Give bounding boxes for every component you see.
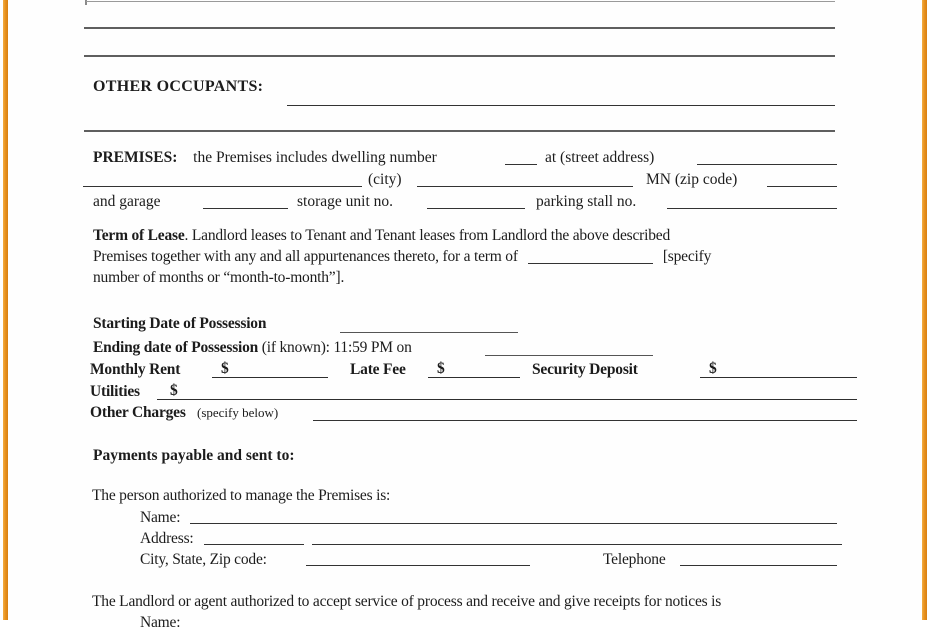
utilities-blank	[157, 382, 857, 400]
ending-date-rest: (if known): 11:59 PM on	[261, 339, 412, 356]
premises-intro-text: the Premises includes dwelling number	[193, 149, 437, 166]
other-occupants-blank	[287, 105, 835, 106]
service-name-label: Name:	[140, 614, 181, 631]
zip-blank	[767, 186, 837, 187]
storage-label: storage unit no.	[297, 193, 393, 210]
parking-label: parking stall no.	[536, 193, 637, 210]
ending-date-row	[93, 339, 412, 357]
rule-top	[86, 1, 835, 2]
left-border-stripe	[3, 0, 8, 620]
late-fee-label: Late Fee	[350, 361, 406, 378]
manager-city-blank	[306, 565, 530, 566]
manager-name-label: Name:	[140, 509, 181, 526]
city-blank	[417, 186, 633, 187]
starting-date-blank	[340, 332, 518, 333]
street-address-blank	[697, 164, 837, 165]
right-border-stripe	[922, 0, 927, 620]
other-charges-label: Other Charges	[90, 404, 186, 421]
term-line-3: number of months or “month-to-month”].	[93, 269, 345, 286]
manager-city-state-zip-label: City, State, Zip code:	[140, 551, 267, 568]
manager-address-blank-2	[312, 544, 842, 545]
security-deposit-label: Security Deposit	[532, 361, 638, 378]
telephone-label: Telephone	[603, 551, 666, 568]
storage-blank	[427, 208, 525, 209]
starting-date-label: Starting Date of Possession	[93, 315, 267, 332]
service-intro: The Landlord or agent authorized to accept service of process and receive and give receipts for notices is	[92, 593, 722, 610]
manager-address-label: Address:	[140, 530, 194, 547]
ending-date-label: Ending date of Possession	[93, 339, 259, 356]
term-specify-text: [specify	[662, 248, 712, 265]
garage-label: and garage	[93, 193, 161, 210]
utilities-label: Utilities	[90, 383, 140, 400]
telephone-blank	[680, 565, 837, 566]
street-address-blank-2	[83, 186, 362, 187]
manager-address-blank-1	[204, 544, 304, 545]
dollar-sign: $	[437, 360, 445, 377]
premises-label: PREMISES:	[93, 149, 178, 166]
monthly-rent-blank	[212, 360, 328, 378]
term-line-2	[93, 248, 711, 266]
term-line-1-text: . Landlord leases to Tenant and Tenant leases from Landlord the above described	[184, 227, 670, 244]
manager-name-blank	[190, 523, 837, 524]
term-line-2-text: Premises together with any and all appurtenances thereto, for a term of	[93, 248, 518, 265]
ending-date-blank	[485, 355, 653, 356]
premises-intro-row	[93, 149, 437, 167]
rule-blank-row-2	[84, 55, 835, 57]
rule-blank-row-1	[84, 27, 835, 29]
late-fee-blank	[428, 360, 520, 378]
city-label: (city)	[368, 171, 402, 188]
term-of-lease-label: Term of Lease	[93, 227, 185, 244]
garage-blank	[203, 208, 288, 209]
other-charges-blank	[313, 420, 857, 421]
dollar-sign: $	[221, 360, 229, 377]
other-occupants-label: OTHER OCCUPANTS:	[93, 78, 264, 95]
street-address-label: at (street address)	[545, 149, 655, 166]
parking-blank	[667, 208, 837, 209]
payments-heading: Payments payable and sent to:	[93, 447, 295, 464]
monthly-rent-label: Monthly Rent	[90, 361, 181, 378]
dollar-sign: $	[709, 360, 717, 377]
term-line-1	[93, 227, 670, 245]
security-deposit-blank	[700, 360, 857, 378]
specify-below-note: (specify below)	[197, 405, 279, 420]
dwelling-number-blank	[505, 164, 537, 165]
manager-intro: The person authorized to manage the Premises is:	[92, 487, 391, 504]
dollar-sign: $	[170, 382, 178, 399]
zip-label: MN (zip code)	[646, 171, 738, 188]
term-length-blank	[528, 249, 653, 264]
rule-after-occupants	[84, 130, 835, 132]
